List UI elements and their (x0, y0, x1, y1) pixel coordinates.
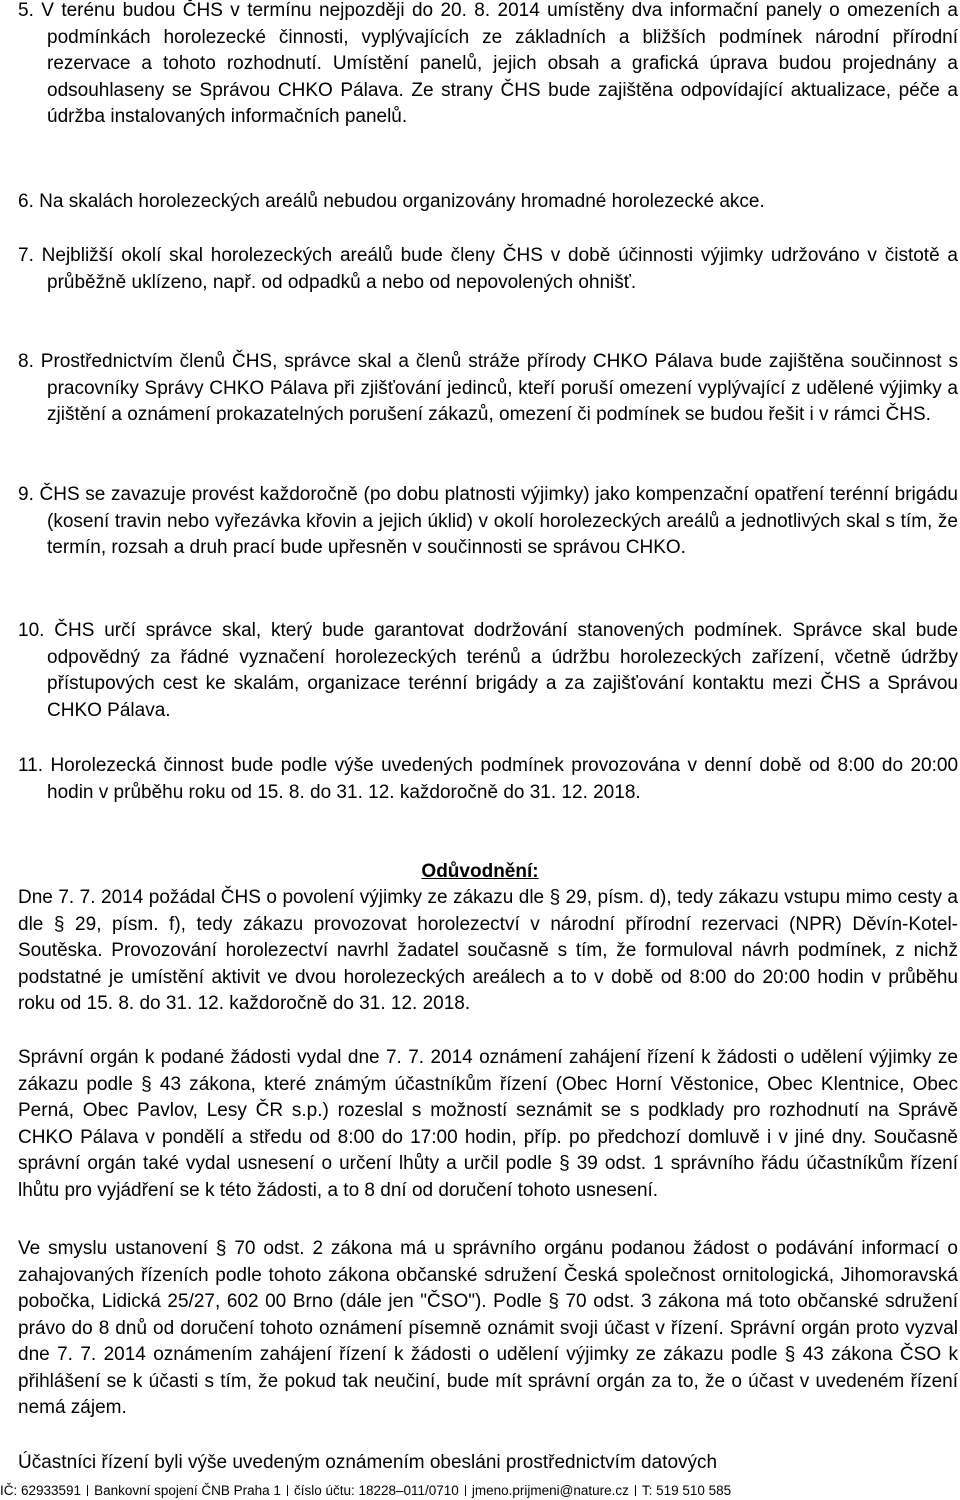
list-item-8 (18, 349, 958, 429)
item-number: 6. (18, 191, 34, 212)
item-text: Na skalách horolezeckých areálů nebudou organizovány hromadné horolezecké akce. (39, 191, 765, 212)
list-item-6 (18, 189, 958, 216)
footer-separator (465, 1485, 466, 1496)
list-item-10 (18, 618, 958, 724)
footer-phone: T: 519 510 585 (641, 1483, 732, 1498)
item-text: Prostřednictvím členů ČHS, správce skal a členů stráže přírody CHKO Pálava bude zajištěna součinnost s pracovníky Správy CHKO Pálava při zjišťování jedinců, kteří poruší omezení vyplývající z udělené výjimky a zjištění a oznámení prokazatelných porušení zákazů, omezení či podmínek se budou řešit i v rámci ČHS. (40, 351, 958, 425)
footer-account: číslo účtu: 18228–011/0710 (293, 1483, 459, 1498)
paragraph: Ve smyslu ustanovení § 70 odst. 2 zákona má u správního orgánu podanou žádost o podávání informací o zahajovaných řízeních podle tohoto zákona občanské sdružení Česká společnost ornitologická, Jihomoravská pobočka, Lidická 25/27, 602 00 Brno (dále jen "ČSO"). Podle § 70 odst. 3 zákona má toto občanské sdružení právo do 8 dnů od doručení tohoto oznámení písemně oznámit svoji účast v řízení. Správní orgán proto vyzval dne 7. 7. 2014 oznámením zahájení řízení k žádosti o udělení výjimky ze zákazu podle § 43 zákona ČSO k přihlášení se k účasti s tím, že pokud tak neučiní, bude mít správní orgán za to, že o účast v uvedeném řízení nemá zájem. (18, 1238, 958, 1418)
paragraph: Správní orgán k podané žádosti vydal dne 7. 7. 2014 oznámení zahájení řízení k žádosti o udělení výjimky ze zákazu podle § 43 zákona, které známým účastníkům řízení (Obec Horní Věstonice, Obec Klentnice, Obec Perná, Obec Pavlov, Lesy ČR s.p.) rozeslal s možností seznámit se s podklady pro rozhodnutí na Správě CHKO Pálava v pondělí a středu od 8:00 do 17:00 hodin, příp. po předchozí domluvě i v jiné dny. Současně správní orgán také vydal usnesení o určení lhůty a určil podle § 39 odst. 1 správního řádu účastníkům řízení lhůtu pro vyjádření se k této žádosti, a to 8 dní od doručení tohoto usnesení. (18, 1047, 958, 1201)
item-text: Horolezecká činnost bude podle výše uvedených podmínek provozována v denní době od 8:00 do 20:00 hodin v průběhu roku od 15. 8. do 31. 12. každoročně do 31. 12. 2018. (47, 755, 959, 803)
footer (0, 1481, 960, 1500)
item-number: 5. (18, 0, 34, 21)
item-number: 8. (18, 351, 34, 372)
footer-separator (87, 1485, 88, 1496)
paragraph: Účastníci řízení byli výše uvedeným oznámením obesláni prostřednictvím datových (18, 1452, 718, 1473)
item-text: Nejbližší okolí skal horolezeckých areálů bude členy ČHS v době účinnosti výjimky udržováno v čistotě a průběžně uklízeno, např. od odpadků a nebo od nepovolených ohnišť. (41, 245, 958, 293)
item-text: ČHS se zavazuje provést každoročně (po dobu platnosti výjimky) jako kompenzační opatření terénní brigádu (kosení travin nebo vyřezávka křovin a jejich úklid) v okolí horolezeckých areálů a jednotlivých skal s tím, že termín, rozsah a druh prací bude upřesněn v součinnosti se správou CHKO. (39, 484, 959, 558)
section-heading: Odůvodnění: (421, 861, 539, 882)
item-text: ČHS určí správce skal, který bude garantovat dodržování stanovených podmínek. Správce skal bude odpovědný za řádné vyznačení horolezeckých terénů a údržbu horolezeckých zařízení, včetně údržby přístupových cest ke skalám, organizace terénní brigády a za zajišťování kontaktu mezi ČHS a Správou CHKO Pálava. (47, 620, 959, 721)
footer-email[interactable]: jmeno.prijmeni@nature.cz (471, 1483, 629, 1498)
list-item-5 (18, 0, 958, 131)
item-number: 7. (18, 245, 34, 266)
item-number: 11. (18, 755, 44, 776)
item-text: V terénu budou ČHS v termínu nejpozději do 20. 8. 2014 umístěny dva informační panely o omezeních a podmínkách horolezecké činnosti, vyplývajících ze základních a bližších podmínek národní přírodní rezervace a tohoto rozhodnutí. Umístění panelů, jejich obsah a grafická úprava budou projednány a odsouhlaseny se Správou CHKO Pálava. Ze strany ČHS bude zajištěna odpovídající aktualizace, péče a údržba instalovaných informačních panelů. (41, 0, 958, 127)
list-item-7 (18, 243, 958, 296)
footer-ico: IČ: 62933591 (0, 1483, 82, 1498)
item-number: 9. (18, 484, 34, 505)
footer-bank: Bankovní spojení ČNB Praha 1 (94, 1483, 281, 1498)
paragraph: Dne 7. 7. 2014 požádal ČHS o povolení výjimky ze zákazu dle § 29, písm. d), tedy zákazu vstupu mimo cesty a dle § 29, písm. f), tedy zákazu provozovat horolezectví v národní přírodní rezervaci (NPR) Děvín-Kotel-Soutěska. Provozování horolezectví navrhl žadatel současně s tím, že formuloval návrh podmínek, z nichž podstatné je umístění aktivit ve dvou horolezeckých areálech a to v době od 8:00 do 20:00 hodin v průběhu roku od 15. 8. do 31. 12. každoročně do 31. 12. 2018. (18, 887, 958, 1014)
item-number: 10. (18, 620, 45, 641)
list-item-11 (18, 753, 958, 806)
footer-separator (287, 1485, 288, 1496)
footer-separator (635, 1485, 636, 1496)
list-item-9 (18, 482, 958, 562)
